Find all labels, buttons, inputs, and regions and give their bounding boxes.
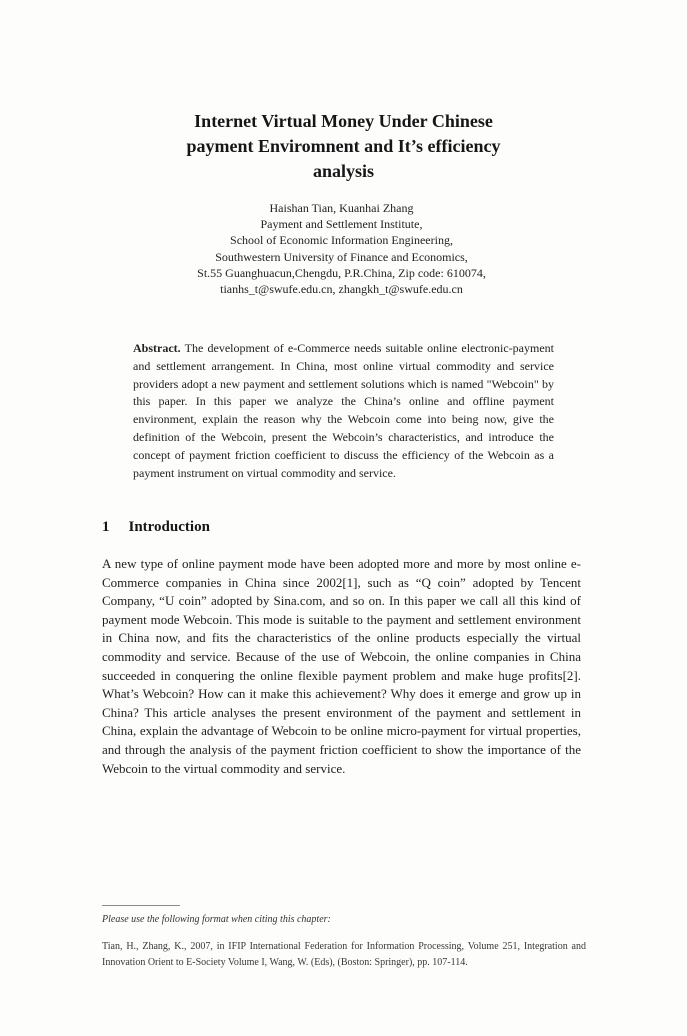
affiliation-line-institute: Payment and Settlement Institute, [260,217,423,232]
author-emails: tianhs_t@swufe.edu.cn, zhangkh_t@swufe.edu.cn [220,282,463,297]
section-title: Introduction [128,519,210,535]
abstract-text: The development of e-Commerce needs suitable online electronic-payment and settlement arrangement. In China, most online virtual commodity and service providers adopt a new payment and settlement solutions which is named "Webcoin" by this paper. In this paper we analyze the China’s online and offline payment environment, explain the reason why the Webcoin come into being now, give the definition of the Webcoin, present the Webcoin’s characteristics, and introduce the concept of payment friction coefficient to discuss the efficiency of the Webcoin as a payment instrument on virtual commodity and service. [133,341,554,480]
introduction-paragraph: A new type of online payment mode have been adopted more and more by most online e-Commerce companies in China since 2002[1], such as “Q coin” adopted by Tencent Company, “U coin” adopted by Sina.com, and so on. In this paper we call all this kind of payment mode Webcoin. This mode is suitable to the payment and settlement environment in China now, and fits the characteristics of the online products especially the virtual commodity and service. Because of the use of Webcoin, the online companies in China succeeded in conquering the online flexible payment problem and make huge profits[2]. What’s Webcoin? How can it make this achievement? Why does it emerge and grow up in China? This article analyses the present environment of the payment and settlement in China, explain the advantage of Webcoin to be online micro-payment for virtual properties, and through the analysis of the payment friction coefficient to show the importance of the Webcoin to the virtual commodity and service. [102,556,581,776]
affiliation-line-address: St.55 Guanghuacun,Chengdu, P.R.China, Zip code: 610074, [197,265,486,280]
paper-title-line-3: analysis [312,161,375,181]
section-heading-introduction [102,519,210,536]
paper-title-line-2: payment Enviromnent and It’s efficiency [186,136,501,156]
affiliation-line-university: Southwestern University of Finance and Economics, [215,249,468,264]
affiliation-line-school: School of Economic Information Engineering, [230,233,453,248]
citation-reference: Tian, H., Zhang, K., 2007, in IFIP International Federation for Information Processing, Volume 251, Integration and Innovation Orient to E-Society Volume I, Wang, W. (Eds), (Boston: Springer), pp. 107-114. [102,941,586,969]
paper-title [0,109,687,184]
section-number: 1 [102,519,110,535]
abstract-block [133,340,554,482]
citation-instruction: Please use the following format when citing this chapter: [102,914,331,925]
abstract-label: Abstract. [133,341,181,355]
author-block [102,200,581,297]
footnote-divider [102,905,180,906]
paper-title-line-1: Internet Virtual Money Under Chinese [194,111,493,131]
author-names: Haishan Tian, Kuanhai Zhang [269,201,414,215]
